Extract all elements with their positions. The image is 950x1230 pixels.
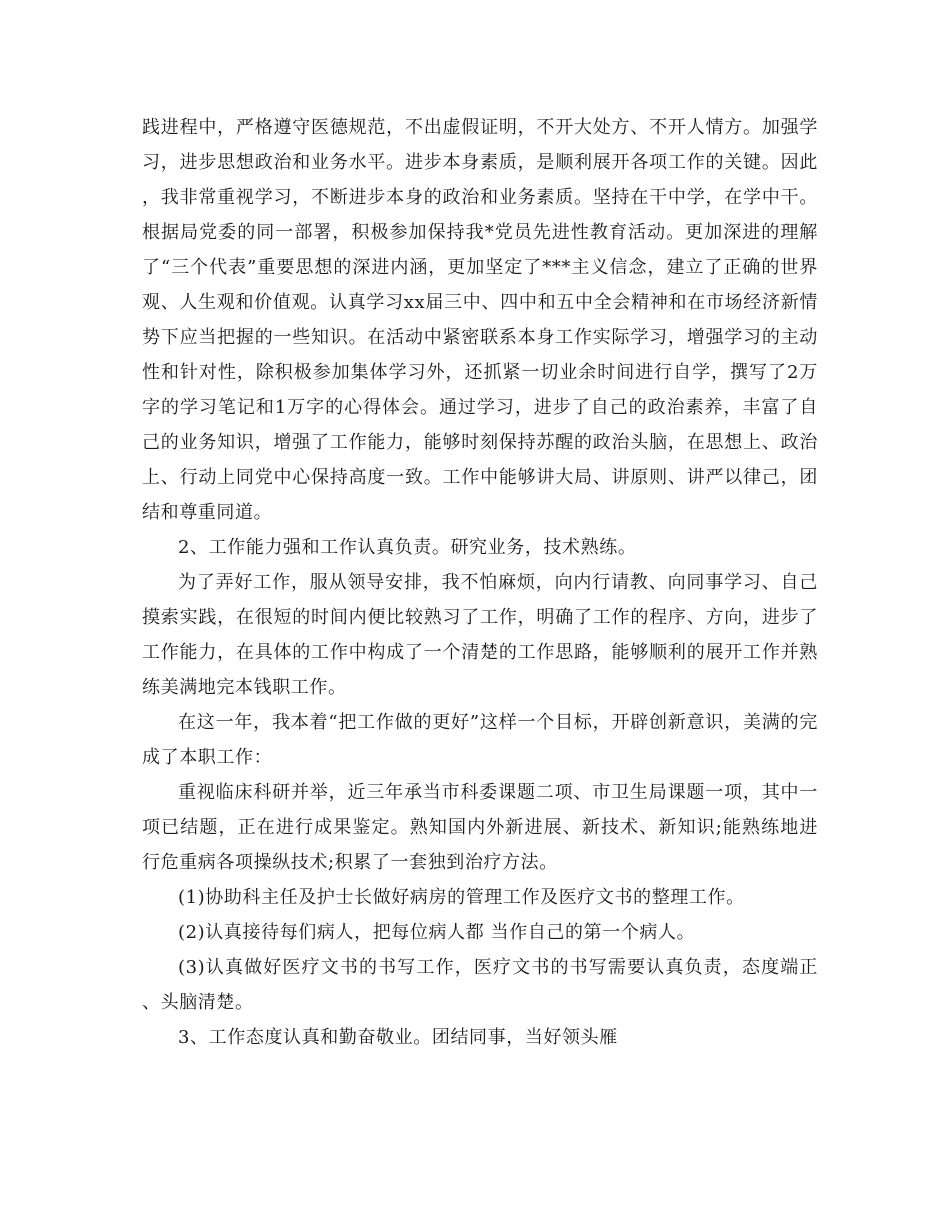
paragraph-item-3: (3)认真做好医疗文书的书写工作，医疗文书的书写需要认真负责，态度端正、头脑清楚。 <box>142 957 818 1013</box>
document-body <box>142 110 818 1055</box>
paragraph-heading-2: 2、工作能力强和工作认真负责。研究业务，技术熟练。 <box>178 537 637 558</box>
paragraph-research: 重视临床科研并举，近三年承当市科委课题二项、市卫生局课题一项，其中一项已结题，正在进行成果鉴定。熟知国内外新进展、新技术、新知识;能熟练地进行危重病各项操纵技术;积累了一套独到治疗方法。 <box>142 782 818 873</box>
paragraph-item-2: (2)认真接待每们病人，把每位病人都 当作自己的第一个病人。 <box>178 922 696 943</box>
paragraph-this-year: 在这一年，我本着“把工作做的更好”这样一个目标，开辟创新意识，美满的完成了本职工作： <box>142 712 818 768</box>
paragraph-work-ability: 为了弄好工作，服从领导安排，我不怕麻烦，向内行请教、向同事学习、自己摸索实践，在很短的时间内便比较熟习了工作，明确了工作的程序、方向，进步了工作能力，在具体的工作中构成了一个清楚的工作思路，能够顺利的展开工作并熟练美满地完本钱职工作。 <box>142 572 818 698</box>
paragraph-heading-3: 3、工作态度认真和勤奋敬业。团结同事，当好领头雁 <box>178 1027 618 1048</box>
paragraph-continuation: 践进程中，严格遵守医德规范，不出虚假证明，不开大处方、不开人情方。加强学习，进步思想政治和业务水平。进步本身素质，是顺利展开各项工作的关键。因此，我非常重视学习，不断进步本身的政治和业务素质。坚持在干中学，在学中干。根据局党委的同一部署，积极参加保持我*党员先进性教育活动。更加深进的理解了“三个代表”重要思想的深进内涵，更加坚定了***主义信念，建立了正确的世界观、人生观和价值观。认真学习xx届三中、四中和五中全会精神和在市场经济新情势下应当把握的一些知识。在活动中紧密联系本身工作实际学习，增强学习的主动性和针对性，除积极参加集体学习外，还抓紧一切业余时间进行自学，撰写了2万字的学习笔记和1万字的心得体会。通过学习，进步了自己的政治素养，丰富了自己的业务知识，增强了工作能力，能够时刻保持苏醒的政治头脑，在思想上、政治上、行动上同党中心保持高度一致。工作中能够讲大局、讲原则、讲严以律己，团结和尊重同道。 <box>142 117 818 523</box>
paragraph-item-1: (1)协助科主任及护士长做好病房的管理工作及医疗文书的整理工作。 <box>178 887 745 908</box>
